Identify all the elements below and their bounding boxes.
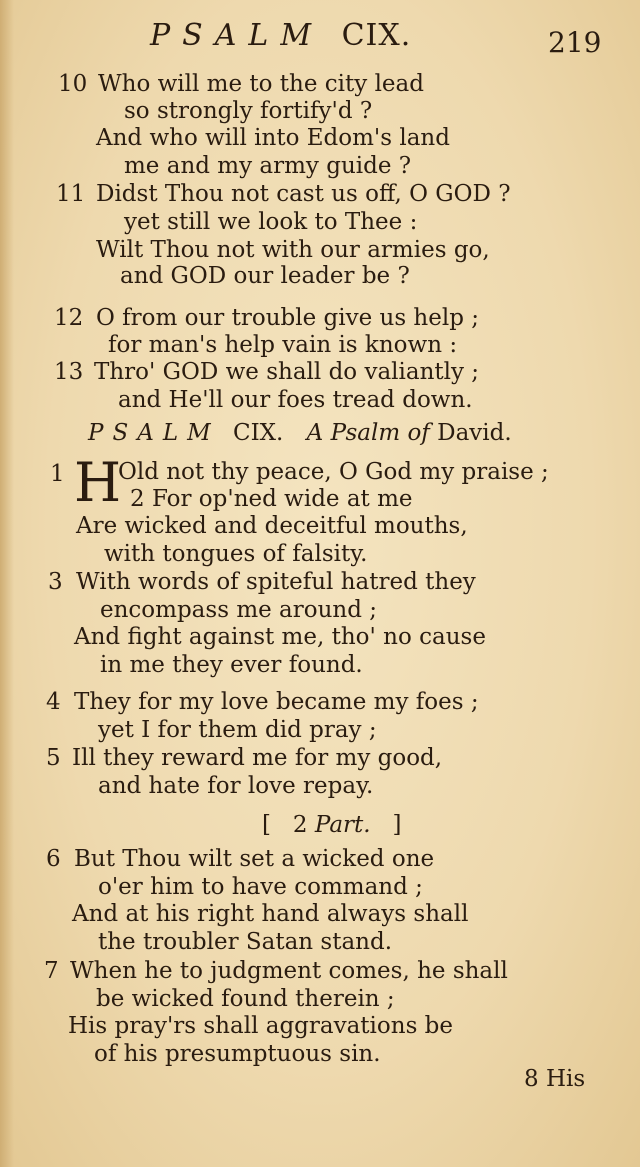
part-bracket-close: ]: [392, 812, 402, 838]
verse-line: And who will into Edom's land: [96, 125, 450, 151]
header-psalm-word: PSALM: [150, 18, 324, 53]
drop-capital: H: [74, 451, 122, 514]
running-header: [150, 18, 411, 53]
verse-number: 1: [50, 461, 65, 487]
title-author: David.: [437, 420, 512, 446]
verse-number: 4: [46, 689, 61, 715]
verse-line: and He'll our foes tread down.: [118, 387, 473, 413]
header-numeral: CIX.: [341, 18, 412, 53]
verse-line: yet still we look to Thee :: [124, 209, 418, 235]
part-number: 2: [292, 812, 308, 838]
verse-line: so strongly fortify'd ?: [124, 98, 373, 124]
verse-line: Ill they reward me for my good,: [72, 745, 443, 771]
verse-line: and hate for love repay.: [98, 773, 374, 799]
title-subtitle: A Psalm of: [306, 420, 430, 446]
part-label: Part.: [314, 812, 371, 838]
verse-number: 3: [48, 569, 63, 595]
verse-number: 13: [54, 359, 84, 385]
verse-line: in me they ever found.: [100, 652, 363, 678]
verse-line: His pray'rs shall aggravations be: [68, 1013, 454, 1039]
verse-line: yet I for them did pray ;: [98, 717, 377, 743]
verse-line: And at his right hand always shall: [72, 901, 469, 927]
verse-number: 10: [58, 71, 88, 97]
verse-line: and GOD our leader be ?: [120, 263, 410, 289]
page-number: 219: [548, 26, 602, 59]
page-edge-shadow: [0, 0, 14, 1167]
verse-line: Are wicked and deceitful mouths,: [76, 513, 468, 539]
verse-number: 12: [54, 305, 84, 331]
verse-number: 11: [56, 181, 86, 207]
verse-line: be wicked found therein ;: [96, 986, 395, 1012]
verse-line: And fight against me, tho' no cause: [74, 624, 486, 650]
part-heading: [262, 812, 402, 838]
title-numeral: CIX.: [232, 420, 284, 446]
verse-line: o'er him to have command ;: [98, 874, 423, 900]
title-psalm-word: PSALM: [88, 420, 220, 446]
verse-line: 2 For op'ned wide at me: [130, 486, 413, 512]
verse-number: 6: [46, 846, 61, 872]
verse-line: Old not thy peace, O God my praise ;: [118, 459, 549, 485]
psalm-title: [88, 420, 512, 446]
verse-number: 5: [46, 745, 61, 771]
verse-line: With words of spiteful hatred they: [76, 569, 476, 595]
verse-line: But Thou wilt set a wicked one: [74, 846, 435, 872]
verse-line: encompass me around ;: [100, 597, 378, 623]
verse-line: Thro' GOD we shall do valiantly ;: [94, 359, 480, 385]
verse-line: me and my army guide ?: [124, 153, 412, 179]
catchword: 8 His: [524, 1066, 586, 1092]
verse-line: Didst Thou not cast us off, O GOD ?: [96, 181, 511, 207]
verse-line: with tongues of falsity.: [104, 541, 368, 567]
verse-line: of his presumptuous sin.: [94, 1041, 381, 1067]
part-bracket-open: [: [262, 812, 271, 838]
verse-line: O from our trouble give us help ;: [96, 305, 479, 331]
verse-line: Who will me to the city lead: [98, 71, 424, 97]
verse-line: They for my love became my foes ;: [74, 689, 479, 715]
verse-line: for man's help vain is known :: [108, 332, 458, 358]
verse-number: 7: [44, 958, 59, 984]
verse-line: Wilt Thou not with our armies go,: [96, 237, 490, 263]
verse-line: the troubler Satan stand.: [98, 929, 393, 955]
verse-line: When he to judgment comes, he shall: [70, 958, 508, 984]
